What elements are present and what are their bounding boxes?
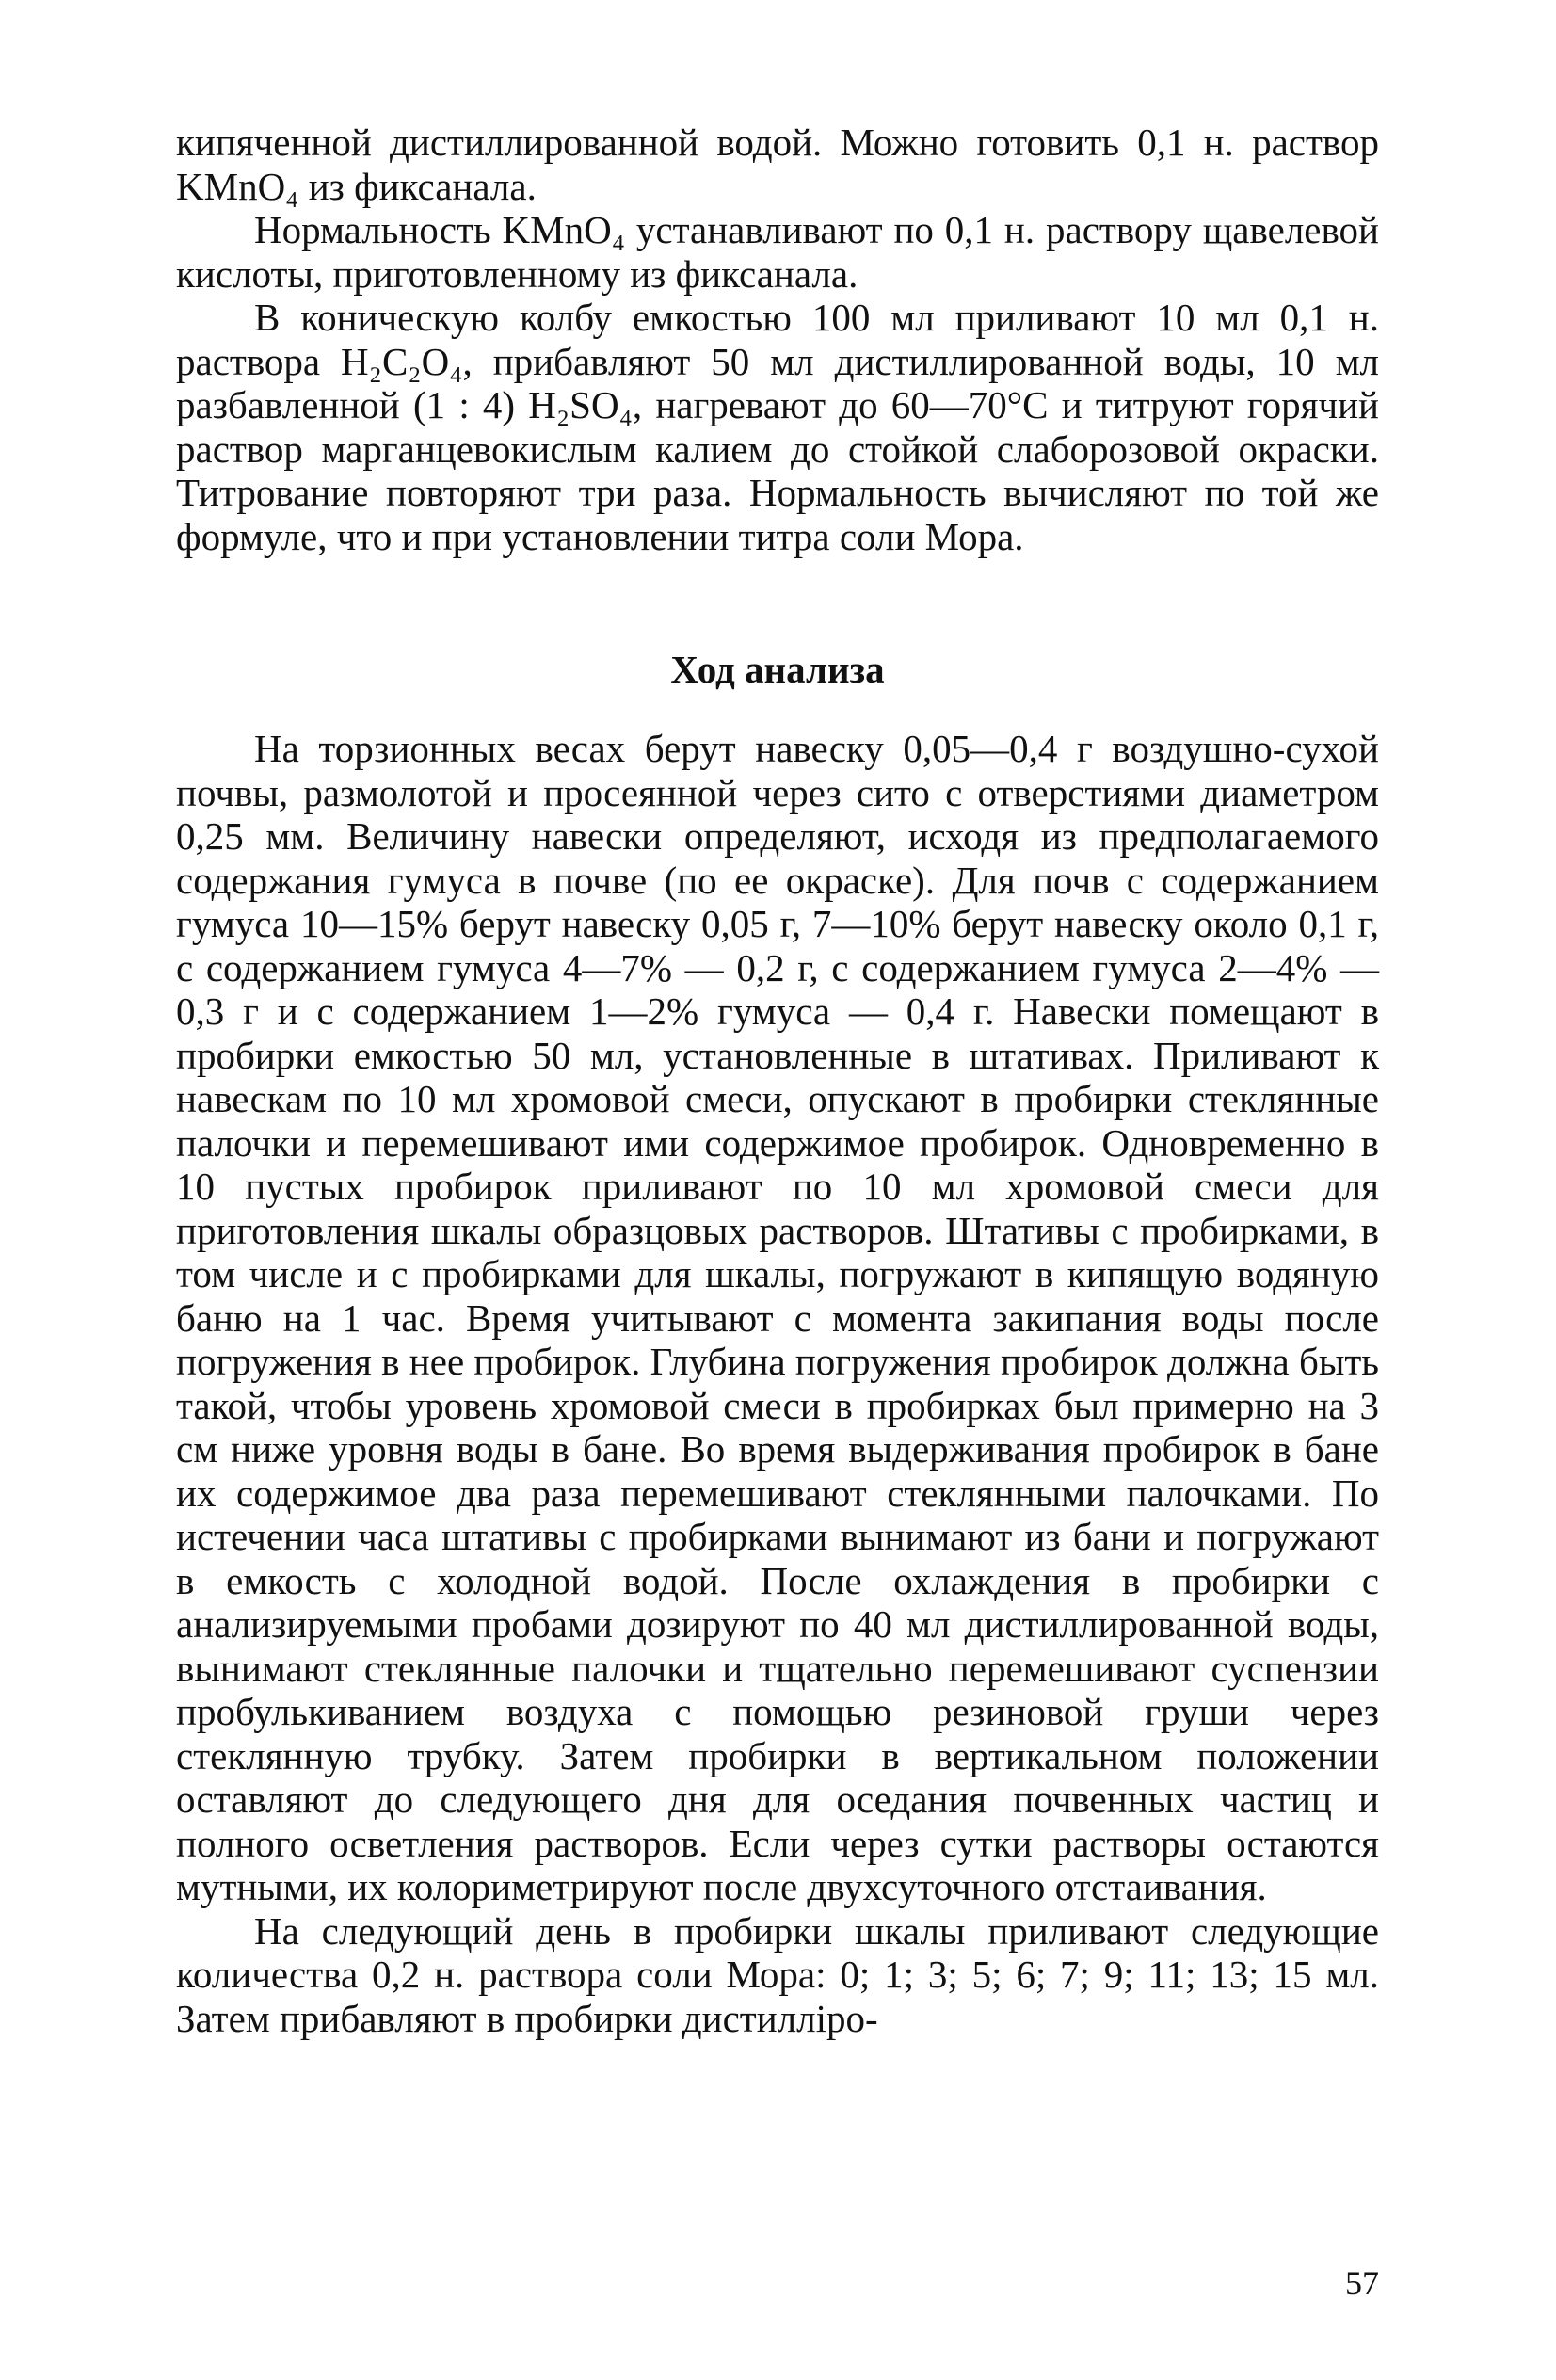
top-text-block: [176, 121, 1379, 558]
paragraph-continued: кипяченной дистиллированной водой. Можно готовить 0,1 н. раствор KMnO₄ из фиксанала.: [176, 121, 1379, 208]
paragraph-normality: Нормальность KMnO₄ устанавливают по 0,1 н. раствору щавелевой кислоты, приготовленному из фиксанала.: [176, 208, 1379, 296]
paragraph-analysis-procedure: На торзионных весах берут навеску 0,05—0,4 г воздушно-сухой почвы, размолотой и просеянной через сито с отверстиями диаметром 0,25 мм. Величину навески определяют, исходя из предполагаемого содержания гумуса в почве (по ее окраске). Для почв с содержанием гумуса 10—15% берут навеску 0,05 г, 7—10% берут навеску около 0,1 г, с содержанием гумуса 4—7% — 0,2 г, с содержанием гумуса 2—4% — 0,3 г и с содержанием 1—2% гумуса — 0,4 г. Навески помещают в пробирки емкостью 50 мл, установленные в штативах. Приливают к навескам по 10 мл хромовой смеси, опускают в пробирки стеклянные палочки и перемешивают ими содержимое пробирок. Одновременно в 10 пустых пробирок приливают по 10 мл хромовой смеси для приготовления шкалы образцовых растворов. Штативы с пробирками, в том числе и с пробирками для шкалы, погружают в кипящую водяную баню на 1 час. Время учитывают с момента закипания воды после погружения в нее пробирок. Глубина погружения пробирок должна быть такой, чтобы уровень хромовой смеси в пробирках был примерно на 3 см ниже уровня воды в бане. Во время выдерживания пробирок в бане их содержимое два раза перемешивают стеклянными палочками. По истечении часа штативы с пробирками вынимают из бани и погружают в емкость с холодной водой. После охлаждения в пробирки с анализируемыми пробами дозируют по 40 мл дистиллированной воды, вынимают стеклянные палочки и тщательно перемешивают суспензии пробулькиванием воздуха с помощью резиновой груши через стеклянную трубку. Затем пробирки в вертикальном положении оставляют до следующего дня для оседания почвенных частиц и полного осветления растворов. Если через сутки растворы остаются мутными, их колориметрируют после двухсуточного отстаивания.: [176, 727, 1379, 1908]
paragraph-next-day: На следующий день в пробирки шкалы приливают следующие количества 0,2 н. раствора соли Мора: 0; 1; 3; 5; 6; 7; 9; 11; 13; 15 мл. Затем прибавляют в пробирки дистилліро-: [176, 1908, 1379, 2040]
page-number: 57: [1345, 2264, 1379, 2302]
paragraph-titration-procedure: В коническую колбу емкостью 100 мл приливают 10 мл 0,1 н. раствора H₂C₂O₄, прибавляют 50 мл дистиллированной воды, 10 мл разбавленной (1 : 4) H₂SO₄, нагревают до 60—70°С и титруют горячий раствор марганцевокислым калием до стойкой слаборозовой окраски. Титрование повторяют три раза. Нормальность вычисляют по той же формуле, что и при установлении титра соли Мора.: [176, 296, 1379, 558]
section-heading: Ход анализа: [670, 648, 885, 691]
main-text-block: [176, 727, 1379, 2040]
